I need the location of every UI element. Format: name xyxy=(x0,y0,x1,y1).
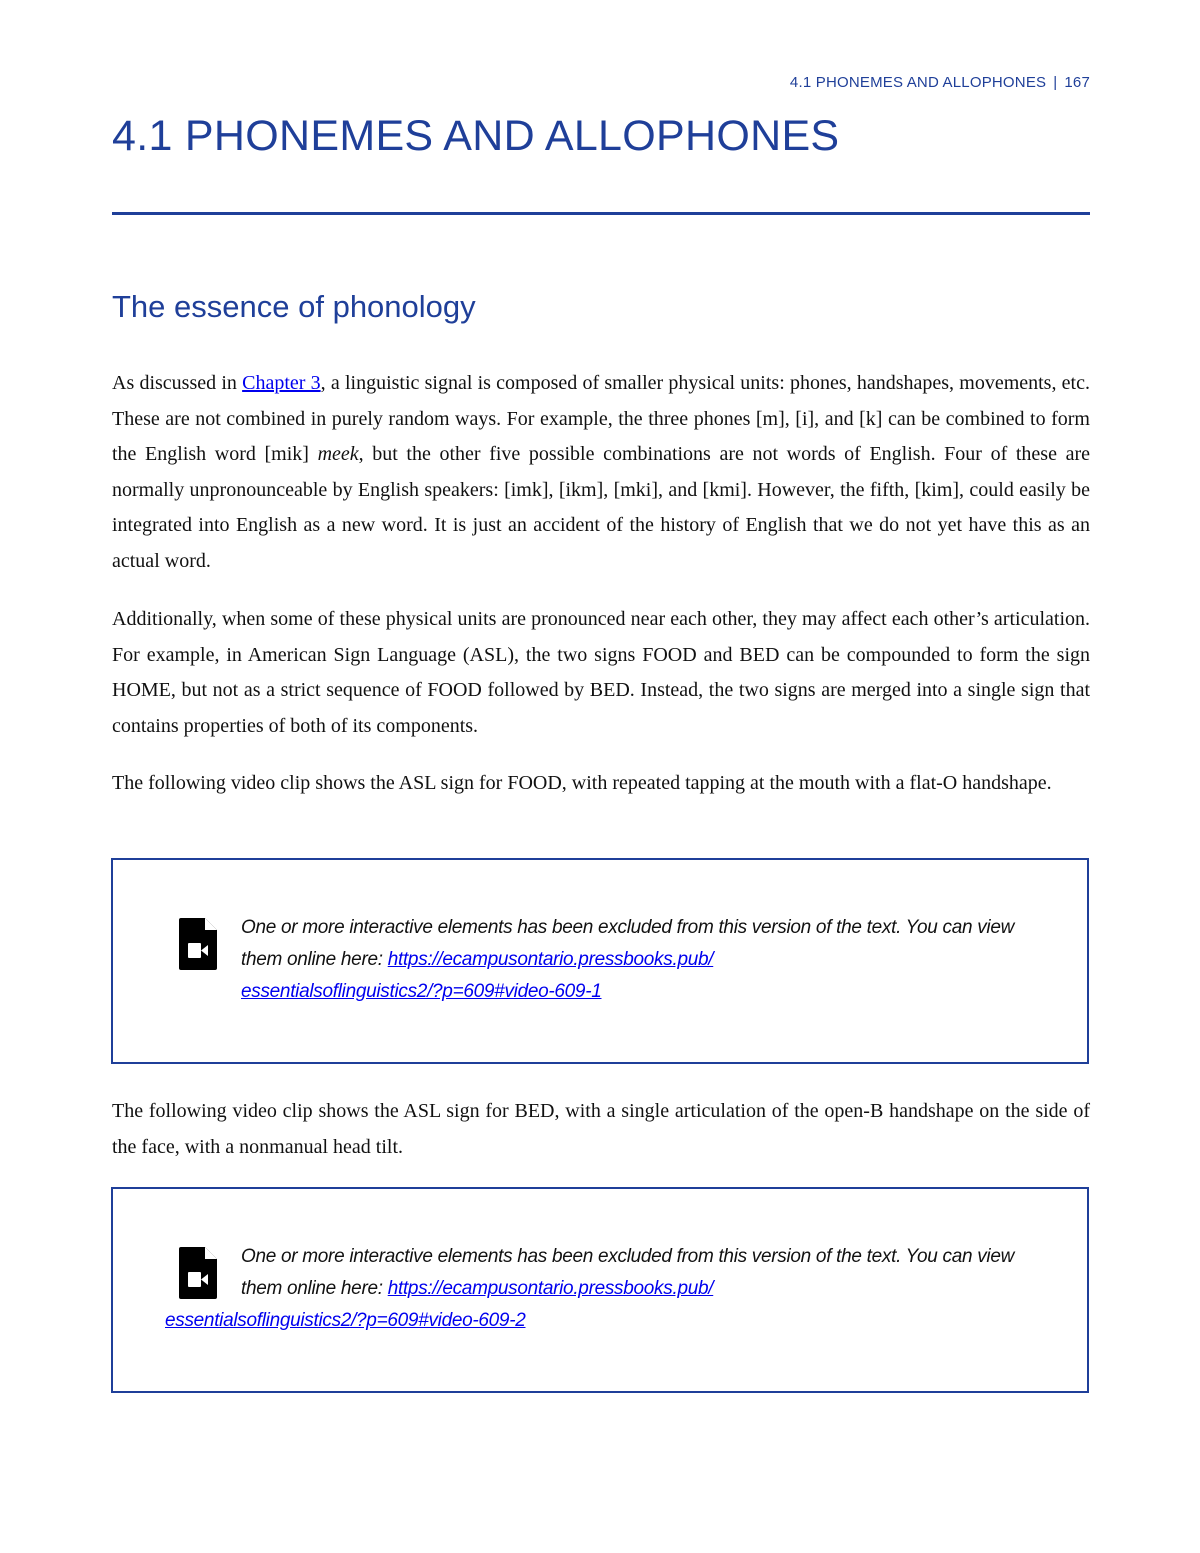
embed-notice xyxy=(165,1241,1041,1337)
chapter-3-link[interactable]: Chapter 3 xyxy=(242,372,321,394)
paragraph-articulation: Additionally, when some of these physical units are pronounced near each other, they may affect each other’s articulation. For example, in American Sign Language (ASL), the two signs FOOD and BED can be compounded to form the sign HOME, but not as a strict sequence of FOOD followed by BED. Instead, the two signs are merged into a single sign that contains properties of both of its components. xyxy=(112,608,1090,737)
page-number: 167 xyxy=(1064,74,1090,91)
interactive-embed-bed xyxy=(111,1187,1089,1393)
title-divider xyxy=(112,212,1090,215)
section-heading: The essence of phonology xyxy=(112,289,476,324)
paragraph-intro xyxy=(112,366,1090,579)
embed-url-link-continued[interactable]: essentialsoflinguistics2/?p=609#video-609-2 xyxy=(165,1310,526,1331)
paragraph-food-clip: The following video clip shows the ASL sign for FOOD, with repeated tapping at the mouth with a flat-O handshape. xyxy=(112,772,1052,794)
page-title: 4.1 PHONEMES AND ALLOPHONES xyxy=(112,112,840,160)
p1-text-start: As discussed in xyxy=(112,372,243,394)
italic-word-meek: meek xyxy=(317,443,359,465)
header-separator: | xyxy=(1053,74,1058,91)
video-file-icon xyxy=(179,1247,217,1299)
video-file-icon xyxy=(179,918,217,970)
p1-text-end: , but the other five possible combinations are not words of English. Four of these are normally unpronounceable by English speakers: [imk], [ikm], [mki], and [kmi]. However, the fifth, [kim], could easily be integrated into English as a new word. It is just an accident of the history of English that we do not yet have this as an actual word. xyxy=(112,443,1090,572)
paragraph-bed-clip: The following video clip shows the ASL sign for BED, with a single articulation of the open-B handshape on the side of the face, with a nonmanual head tilt. xyxy=(112,1100,1090,1158)
embed-url-link-continued[interactable]: essentialsoflinguistics2/?p=609#video-609-1 xyxy=(241,981,602,1002)
p1-text-middle: , a linguistic signal is composed of smaller physical units: phones, handshapes, movements, etc. These are not combined in purely random ways. For example, the three phones [m], [i], and [k] can be combined to form the English word [mik] xyxy=(112,372,1090,465)
embed-url-link[interactable]: https://ecampusontario.pressbooks.pub/ xyxy=(387,1278,714,1299)
embed-notice-text: One or more interactive elements has been excluded from this version of the text. You can view them online here: xyxy=(241,917,1015,970)
interactive-embed-food xyxy=(111,858,1089,1064)
embed-url-link[interactable]: https://ecampusontario.pressbooks.pub/ xyxy=(387,949,714,970)
embed-notice-text: One or more interactive elements has been excluded from this version of the text. You can view them online here: xyxy=(241,1246,1015,1299)
embed-notice xyxy=(241,912,1041,1008)
running-header xyxy=(790,74,1090,91)
running-title: 4.1 PHONEMES AND ALLOPHONES xyxy=(789,74,1047,91)
